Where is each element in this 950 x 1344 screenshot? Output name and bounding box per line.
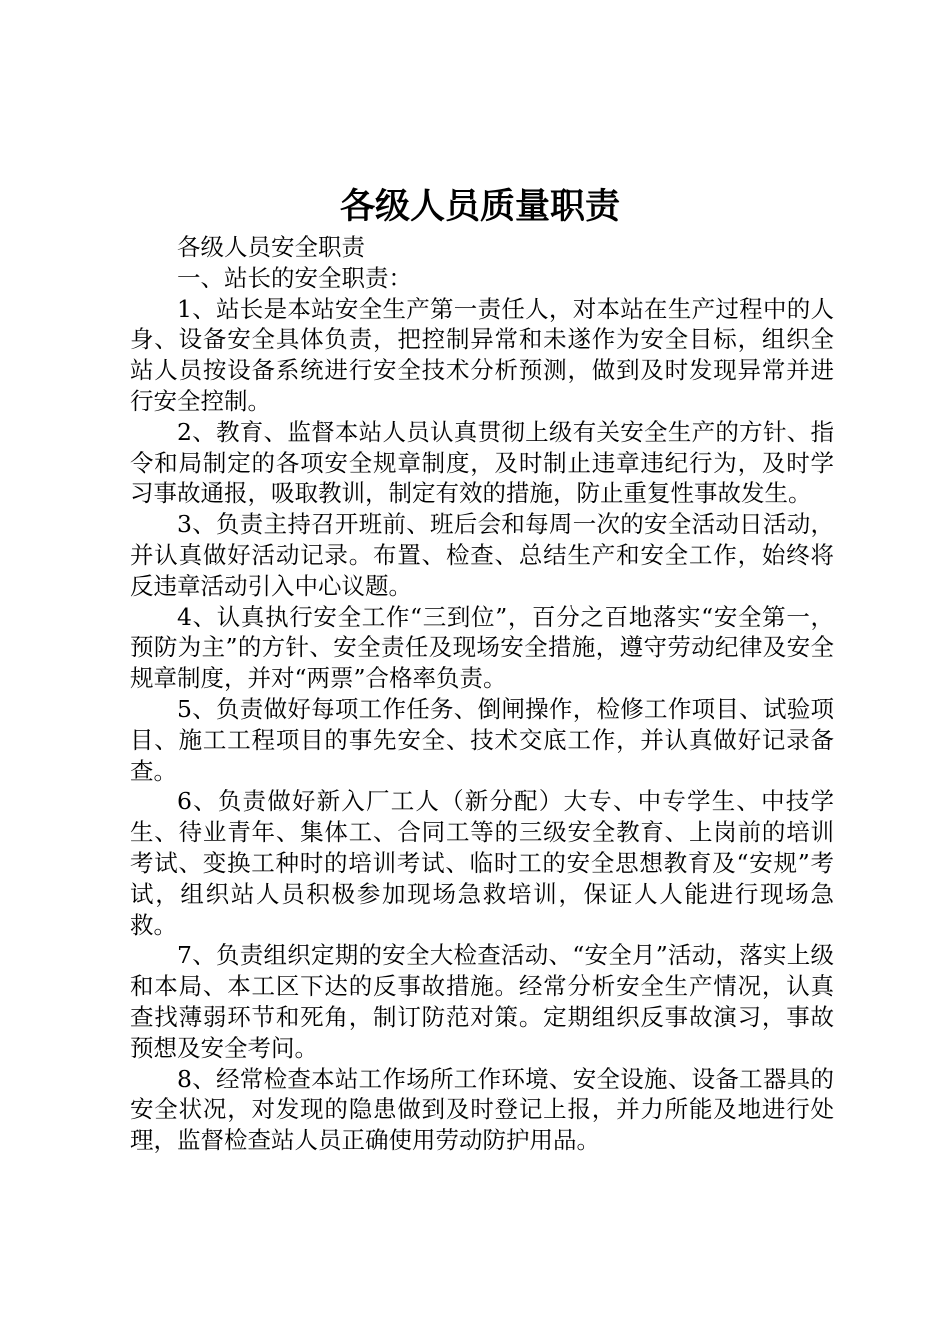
body-paragraph: 1、站长是本站安全生产第一责任人，对本站在生产过程中的人身、设备安全具体负责，把控制异常和未遂作为安全目标，组织全站人员按设备系统进行安全技术分析预测，做到及时发现异常并进行安全控制。 — [130, 294, 834, 415]
document-body — [130, 232, 834, 1156]
body-paragraph: 3、负责主持召开班前、班后会和每周一次的安全活动日活动，并认真做好活动记录。布置、检查、总结生产和安全工作，始终将反违章活动引入中心议题。 — [130, 510, 834, 600]
document-title: 各级人员质量职责 — [339, 186, 620, 227]
body-paragraph: 5、负责做好每项工作任务、倒闸操作，检修工作项目、试验项目、施工工程项目的事先安全、技术交底工作，并认真做好记录备查。 — [130, 694, 834, 785]
body-paragraph: 7、负责组织定期的安全大检查活动、“安全月”活动，落实上级和本局、本工区下达的反事故措施。经常分析安全生产情况，认真查找薄弱环节和死角，制订防范对策。定期组织反事故演习，事故预想及安全考问。 — [130, 941, 834, 1062]
body-paragraph: 2、教育、监督本站人员认真贯彻上级有关安全生产的方针、指令和局制定的各项安全规章制度，及时制止违章违纪行为，及时学习事故通报，吸取教训，制定有效的措施，防止重复性事故发生。 — [130, 417, 834, 508]
subsection-heading: 一、站长的安全职责： — [177, 263, 412, 292]
section-heading: 各级人员安全职责 — [177, 233, 365, 261]
body-paragraph: 4、认真执行安全工作“三到位”，百分之百地落实“安全第一，预防为主”的方针、安全责任及现场安全措施，遵守劳动纪律及安全规章制度，并对“两票”合格率负责。 — [130, 602, 834, 693]
body-paragraph: 8、经常检查本站工作场所工作环境、安全设施、设备工器具的安全状况，对发现的隐患做到及时登记上报，并力所能及地进行处理，监督检查站人员正确使用劳动防护用品。 — [130, 1064, 834, 1155]
body-paragraph: 6、负责做好新入厂工人（新分配）大专、中专学生、中技学生、待业青年、集体工、合同工等的三级安全教育、上岗前的培训考试、变换工种时的培训考试、临时工的安全思想教育及“安规”考试，组织站人员积极参加现场急救培训，保证人人能进行现场急救。 — [130, 787, 834, 939]
